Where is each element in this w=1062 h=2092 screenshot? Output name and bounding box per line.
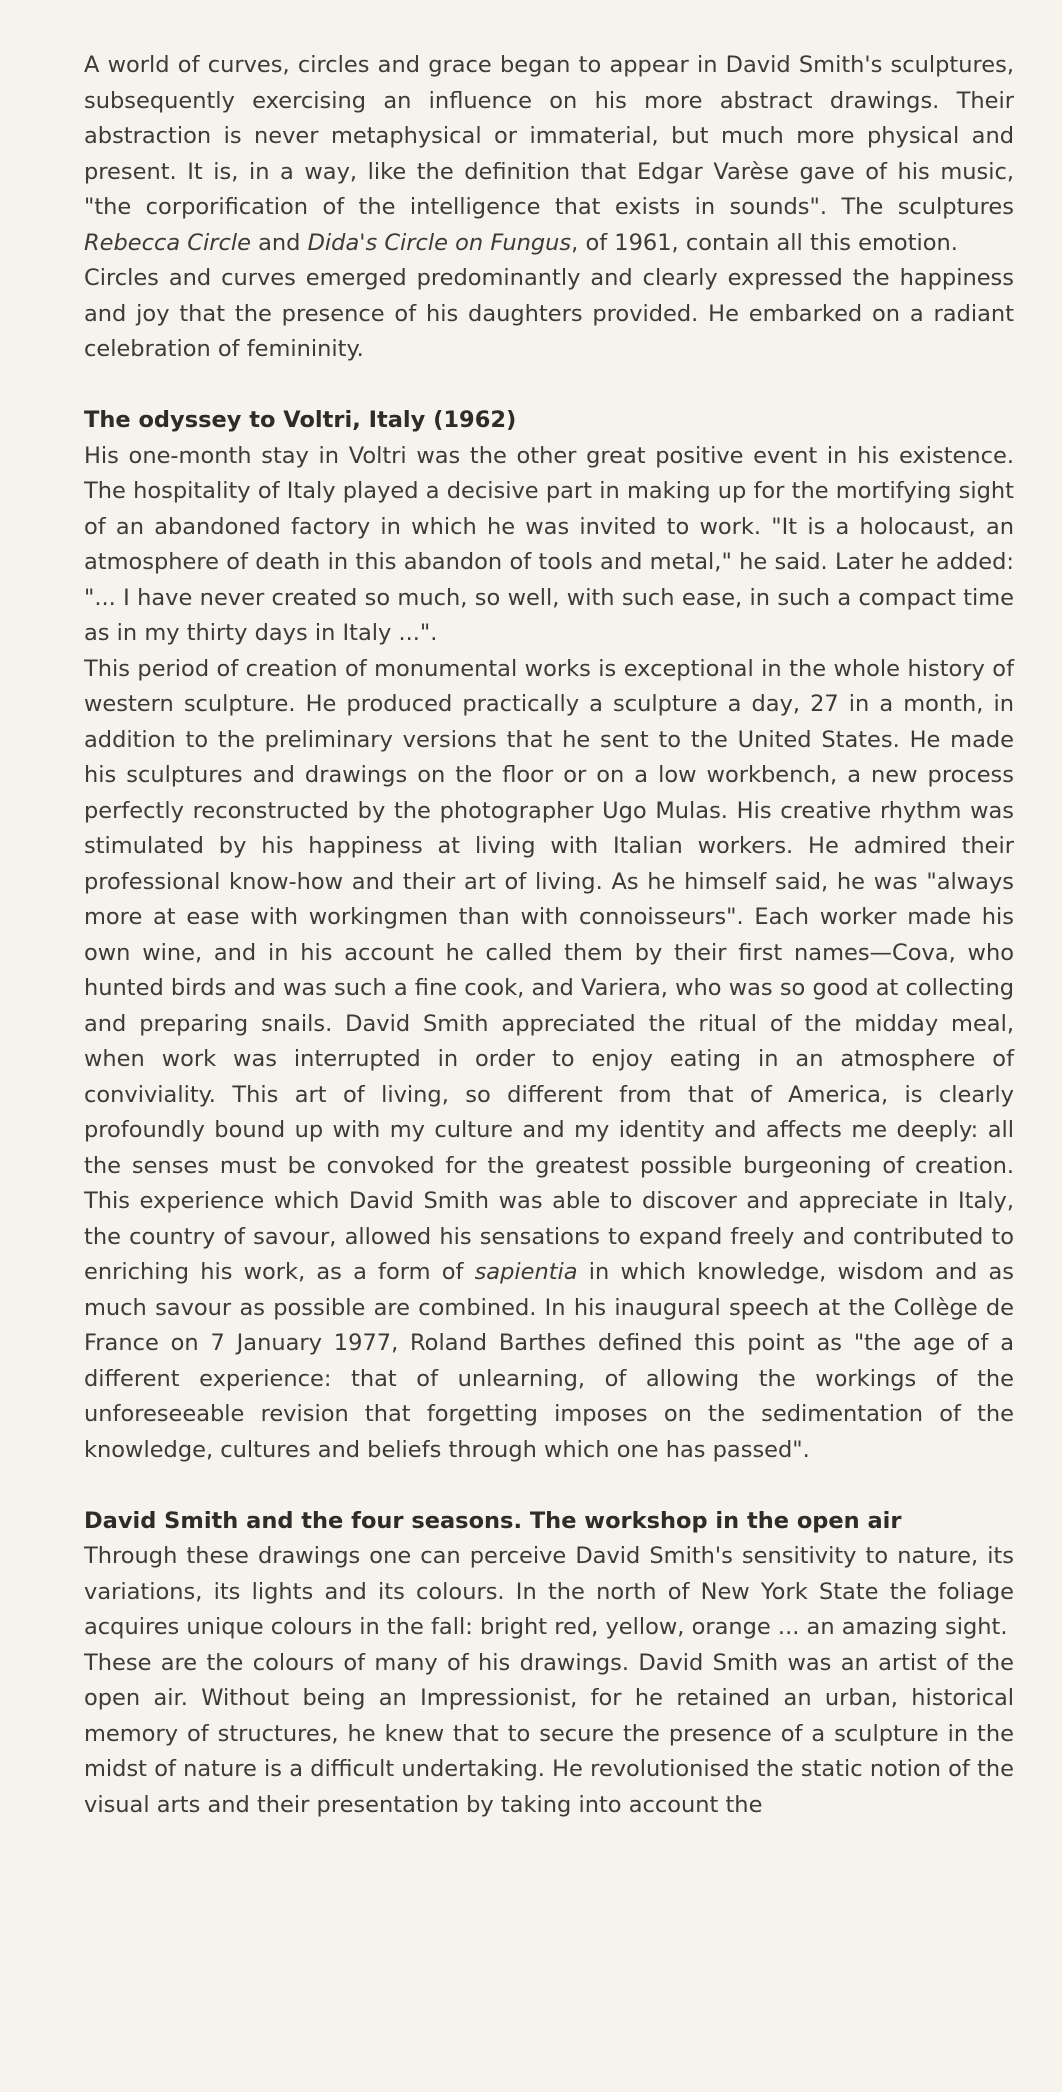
paragraph-intro-1: A world of curves, circles and grace began to appear in David Smith's sculptures, subsequently exercising an influence on his more abstract drawings. Their abstraction is never metaphysical or immaterial, but much more physical and present. It is, in a way, like the definition that Edgar Varèse gave of his music, "the corporification of the intelligence that exists in sounds". The sculptures Rebecca Circle and Dida's Circle on Fungus, of 1961, contain all this emotion. [84, 52, 1014, 256]
spacer [84, 368, 1014, 404]
artwork-title: Dida's Circle on Fungus [307, 229, 572, 256]
paragraph-intro-2: Circles and curves emerged predominantly and clearly expressed the happiness and joy that the presence of his daughters provided. He embarked on a radiant celebration of femininity. [84, 265, 1014, 362]
spacer [84, 1468, 1014, 1504]
section-heading-four-seasons: David Smith and the four seasons. The workshop in the open air [84, 1507, 902, 1534]
paragraph-voltri-2: This period of creation of monumental works is exceptional in the whole history of western sculpture. He produced practically a sculpture a day, 27 in a month, in addition to the preliminary versions that he sent to the United States. He made his sculptures and drawings on the floor or on a low workbench, a new process perfectly reconstructed by the photographer Ugo Mulas. His creative rhythm was stimulated by his happiness at living with Italian workers. He admired their professional know-how and their art of living. As he himself said, he was "always more at ease with workingmen than with connoisseurs". Each worker made his own wine, and in his account he called them by their first names—Cova, who hunted birds and was such a fine cook, and Variera, who was so good at collecting and preparing snails. David Smith appreciated the ritual of the midday meal, when work was interrupted in order to enjoy eating in an atmosphere of conviviality. This art of living, so different from that of America, is clearly profoundly bound up with my culture and my identity and affects me deeply: all the senses must be convoked for the greatest possible burgeoning of creation. This experience which David Smith was able to discover and appreciate in Italy, the country of savour, allowed his sensations to expand freely and contributed to enriching his work, as a form of sapientia in which knowledge, wisdom and as much savour as possible are combined. In his inaugural speech at the Collège de France on 7 January 1977, Roland Barthes defined this point as "the age of a different experience: that of unlearning, of allowing the workings of the unforeseeable revision that forgetting imposes on the sedimentation of the knowledge, cultures and beliefs through which one has passed". [84, 655, 1014, 1463]
paragraph-seasons-1: Through these drawings one can perceive David Smith's sensitivity to nature, its variations, its lights and its colours. In the north of New York State the foliage acquires unique colours in the fall: bright red, yellow, orange ... an amazing sight. [84, 1543, 1014, 1640]
article-page [84, 48, 1014, 1823]
latin-term: sapientia [474, 1259, 578, 1285]
section-heading-voltri: The odyssey to Voltri, Italy (1962) [84, 407, 517, 433]
paragraph-seasons-2: These are the colours of many of his drawings. David Smith was an artist of the open air. Without being an Impressionist, for he retained an urban, historical memory of structures, he knew that to secure the presence of a sculpture in the midst of nature is a difficult undertaking. He revolutionised the static notion of the visual arts and their presentation by taking into account the [84, 1649, 1014, 1818]
paragraph-voltri-1: His one-month stay in Voltri was the other great positive event in his existence. The hospitality of Italy played a decisive part in making up for the mortifying sight of an abandoned factory in which he was invited to work. "It is a holocaust, an atmosphere of death in this abandon of tools and metal," he said. Later he added: "... I have never created so much, so well, with such ease, in such a compact time as in my thirty days in Italy ...". [84, 442, 1014, 646]
artwork-title: Rebecca Circle [84, 229, 251, 256]
